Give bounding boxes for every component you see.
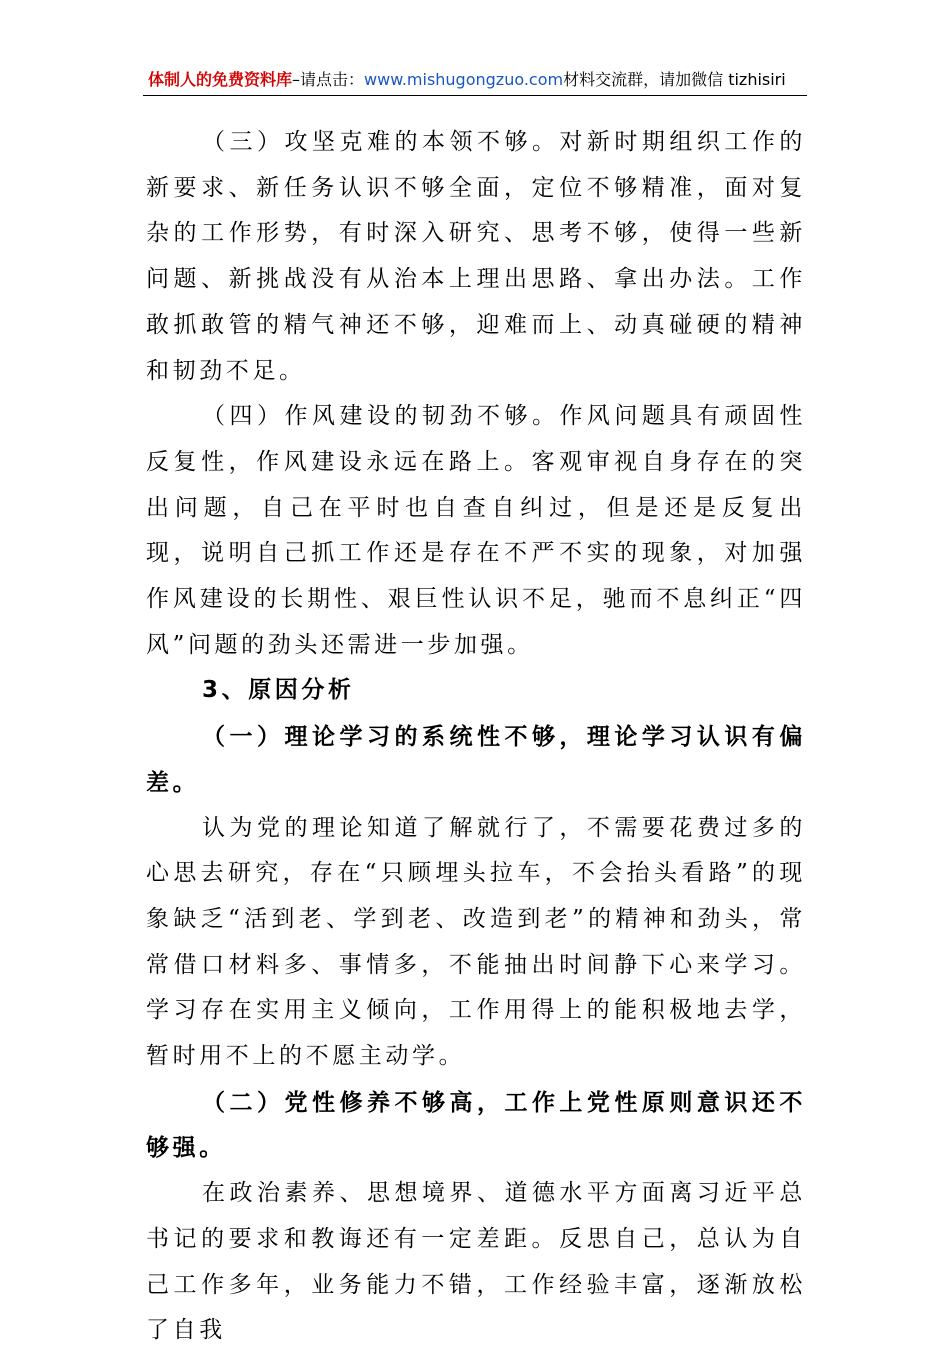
document-body [146, 120, 806, 1354]
paragraph-section-3: （三）攻坚克难的本领不够。对新时期组织工作的新要求、新任务认识不够全面，定位不够精准，面对复杂的工作形势，有时深入研究、思考不够，使得一些新问题、新挑战没有从治本上理出思路、拿出办法。工作敢抓敢管的精气神还不够，迎难而上、动真碰硬的精神和韧劲不足。 [146, 129, 806, 384]
paragraph-theory-study: 认为党的理论知道了解就行了，不需要花费过多的心思去研究，存在“只顾埋头拉车，不会抬头看路”的现象缺乏“活到老、学到老、改造到老”的精神和劲头，常常借口材料多、事情多，不能抽出时间静下心来学习。学习存在实用主义倾向，工作用得上的能积极地去学，暂时用不上的不愿主动学。 [146, 814, 806, 1070]
header-divider [143, 95, 807, 96]
paragraph-party-spirit: 在政治素养、思想境界、道德水平方面离习近平总书记的要求和教诲还有一定差距。反思自己，总认为自己工作多年，业务能力不错，工作经验丰富，逐渐放松了自我 [146, 1180, 806, 1344]
header-url-link[interactable]: www.mishugongzuo.com [364, 70, 564, 89]
header-click-prompt: –请点击： [292, 70, 365, 89]
subheading-party-spirit: （二）党性修养不够高，工作上党性原则意识还不够强。 [146, 1088, 806, 1162]
header-brand: 体制人的免费资料库 [148, 70, 293, 89]
page-header [148, 68, 808, 96]
paragraph-section-4: （四）作风建设的韧劲不够。作风问题具有顽固性反复性，作风建设永远在路上。客观审视自身存在的突出问题，自己在平时也自查自纠过，但是还是反复出现，说明自己抓工作还是存在不严不实的现象，对加强作风建设的长期性、艰巨性认识不足，驰而不息纠正“四风”问题的劲头还需进一步加强。 [146, 403, 806, 658]
subheading-theory-study: （一）理论学习的系统性不够，理论学习认识有偏差。 [146, 723, 806, 796]
section-heading-cause-analysis: 3、原因分析 [202, 677, 355, 704]
header-group-text: 材料交流群，请加微信 tizhisiri [563, 70, 786, 89]
